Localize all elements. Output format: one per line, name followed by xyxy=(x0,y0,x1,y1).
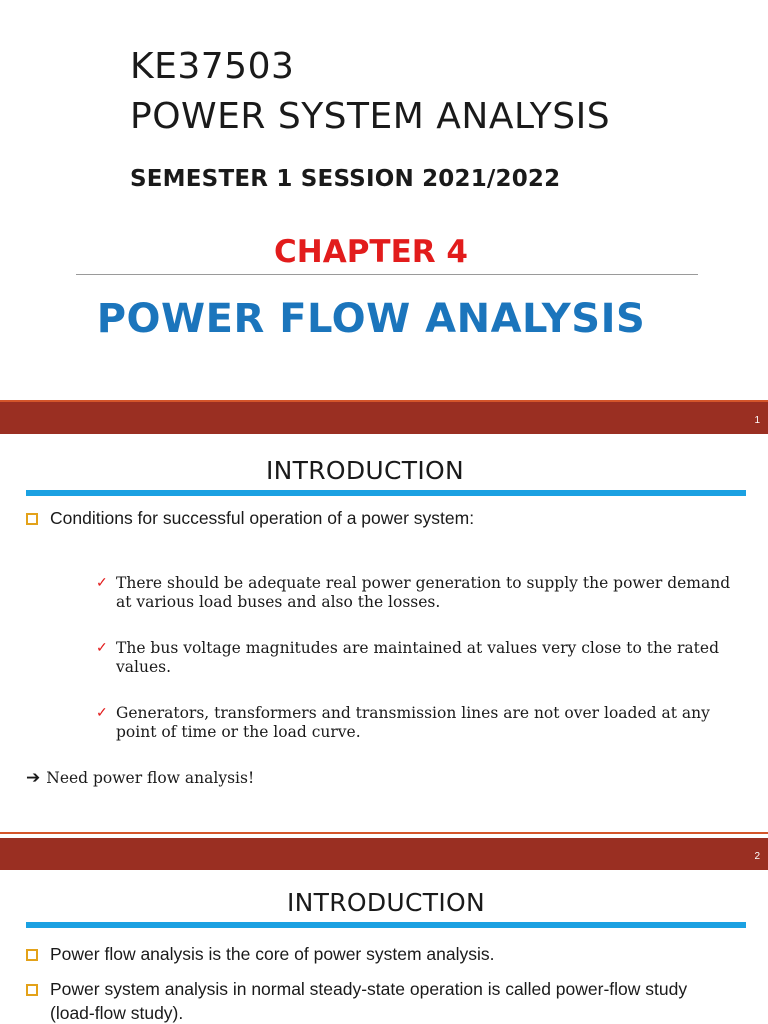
slide-band-accent xyxy=(0,832,768,834)
page-number: 1 xyxy=(754,415,760,426)
page-number: 2 xyxy=(754,851,760,862)
title-underline xyxy=(26,490,746,496)
bullet-text: Power system analysis in normal steady-state operation is called power-flow study (load-flow study). xyxy=(50,979,688,1023)
bullet-text: Power flow analysis is the core of power system analysis. xyxy=(50,944,495,964)
check-text: There should be adequate real power generation to supply the power demand at various load buses and also the losses. xyxy=(116,574,731,611)
bullet-item xyxy=(26,506,726,530)
check-item xyxy=(96,574,746,612)
right-arrow-icon: ➔ xyxy=(26,768,41,788)
square-bullet-icon xyxy=(26,949,38,961)
square-bullet-icon xyxy=(26,513,38,525)
slide-title: INTRODUCTION xyxy=(286,888,486,917)
bullet-text: Conditions for successful operation of a power system: xyxy=(50,508,475,528)
course-code: KE37503 xyxy=(130,46,295,87)
semester-session: SEMESTER 1 SESSION 2021/2022 xyxy=(130,166,561,192)
check-text: Generators, transformers and transmission lines are not over loaded at any point of time or the load curve. xyxy=(116,704,710,741)
course-name: POWER SYSTEM ANALYSIS xyxy=(130,96,611,137)
slide-header-band xyxy=(0,838,768,870)
slide-title: INTRODUCTION xyxy=(265,456,465,485)
title-underline xyxy=(26,922,746,928)
title-divider xyxy=(76,274,698,275)
slide-header-band xyxy=(0,402,768,434)
slide-introduction-2 xyxy=(0,832,768,1024)
check-text: The bus voltage magnitudes are maintained at values very close to the rated values. xyxy=(116,639,720,676)
bullet-item xyxy=(26,942,726,966)
bullet-item xyxy=(26,977,726,1024)
checkmark-icon: ✓ xyxy=(96,575,108,591)
checkmark-icon: ✓ xyxy=(96,640,108,656)
conclusion-line xyxy=(26,768,254,788)
chapter-topic: POWER FLOW ANALYSIS xyxy=(96,296,646,342)
check-item xyxy=(96,704,746,742)
slide-introduction-1 xyxy=(0,400,768,832)
square-bullet-icon xyxy=(26,984,38,996)
check-item xyxy=(96,639,746,677)
conclusion-text: Need power flow analysis! xyxy=(46,769,255,787)
chapter-label: CHAPTER 4 xyxy=(274,234,468,270)
title-slide xyxy=(0,0,768,400)
checkmark-icon: ✓ xyxy=(96,705,108,721)
